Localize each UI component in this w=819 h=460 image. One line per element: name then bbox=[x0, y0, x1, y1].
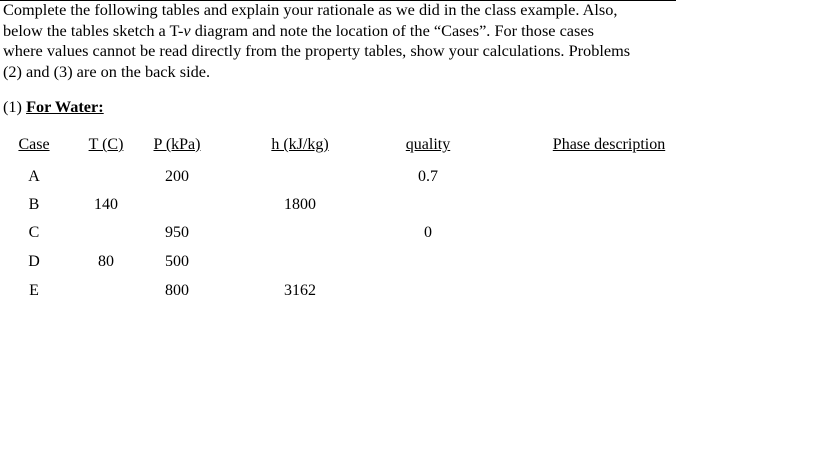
col-header-pressure: P (kPa) bbox=[153, 136, 201, 153]
instructions-line-4: (2) and (3) are on the back side. bbox=[3, 61, 211, 81]
enthalpy-value: 1800 bbox=[284, 196, 316, 213]
col-header-case: Case bbox=[18, 136, 50, 153]
pressure-value: 950 bbox=[165, 224, 189, 241]
temperature-value: 140 bbox=[94, 196, 118, 213]
col-header-phase-description: Phase description bbox=[552, 136, 666, 153]
problem-title: For Water: bbox=[26, 97, 104, 116]
case-label: D bbox=[28, 253, 40, 270]
case-label: A bbox=[28, 168, 40, 185]
col-header-quality: quality bbox=[405, 136, 451, 153]
instructions-line-2-start: below the tables sketch a T- bbox=[3, 20, 184, 40]
instructions-italic-v: v bbox=[183, 20, 191, 40]
instructions-line-3: where values cannot be read directly from the property tables, show your calculations. Problems bbox=[3, 41, 631, 60]
enthalpy-value: 3162 bbox=[284, 282, 316, 299]
col-header-temperature: T (C) bbox=[88, 136, 124, 153]
quality-value: 0 bbox=[424, 224, 432, 241]
pressure-value: 200 bbox=[165, 168, 189, 185]
temperature-value: 80 bbox=[98, 253, 114, 270]
col-header-enthalpy: h (kJ/kg) bbox=[271, 136, 329, 153]
instructions-line-2-end: diagram and note the location of the “Cases”. For those cases bbox=[190, 20, 594, 40]
problem-number: (1) bbox=[3, 97, 22, 116]
case-label: E bbox=[29, 282, 39, 299]
case-label: B bbox=[28, 196, 40, 213]
instructions-line-1: Complete the following tables and explain your rationale as we did in the class example. Also, bbox=[3, 0, 618, 19]
pressure-value: 500 bbox=[165, 253, 189, 270]
pressure-value: 800 bbox=[165, 282, 189, 299]
quality-value: 0.7 bbox=[418, 168, 438, 185]
case-label: C bbox=[28, 224, 40, 241]
